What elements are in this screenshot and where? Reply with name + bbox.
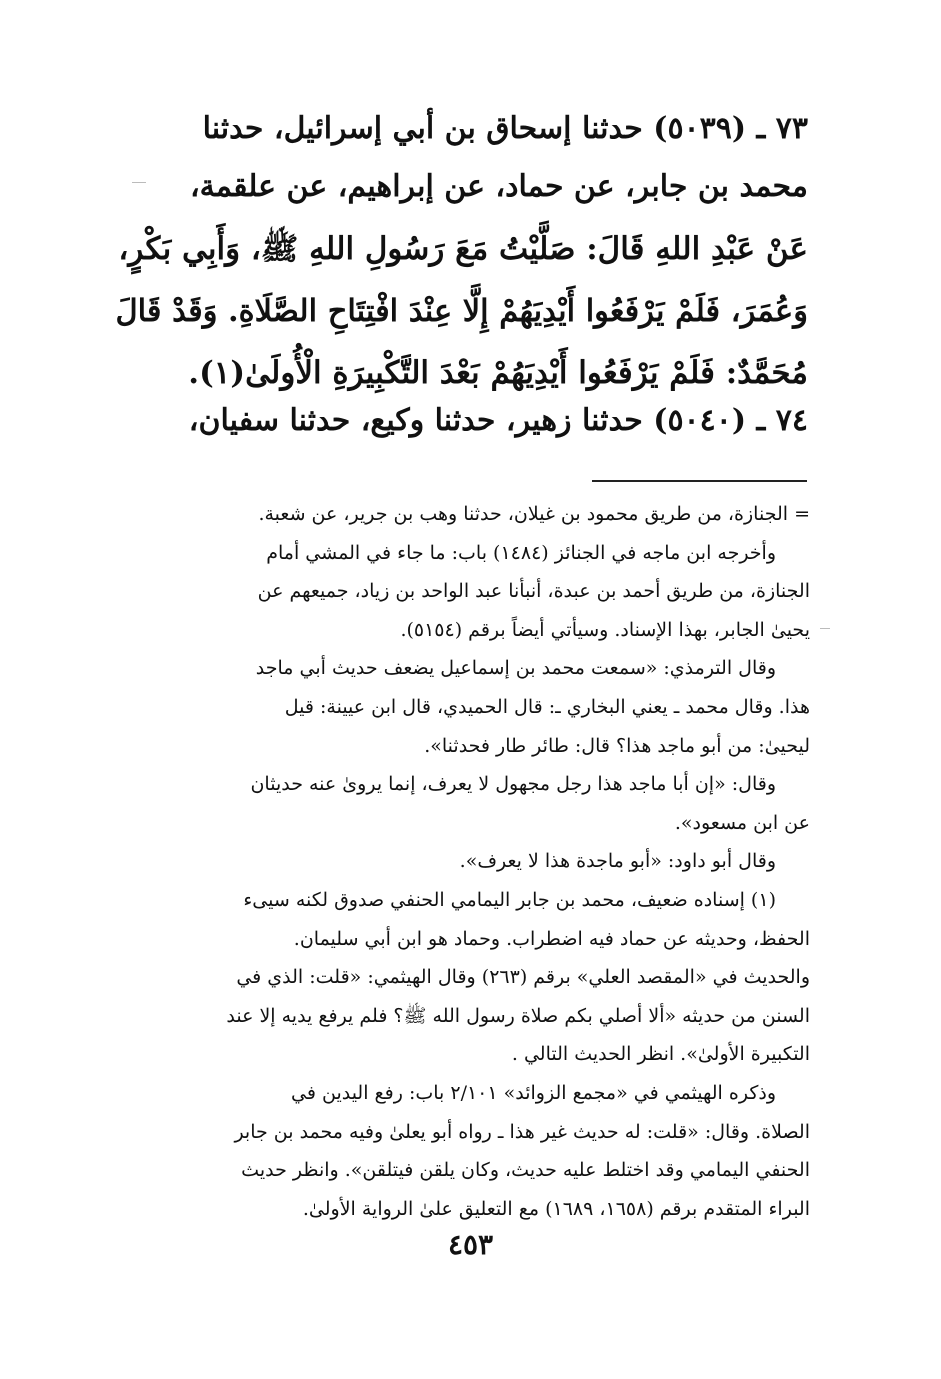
footnote-line: عن ابن مسعود».: [674, 811, 810, 834]
scan-mark: [820, 628, 830, 629]
scan-mark: [132, 182, 146, 183]
footnote-line: الحنفي اليمامي وقد اختلط عليه حديث، وكان يلقن فيتلقن». وانظر حديث: [241, 1159, 810, 1182]
footnote-line: وأخرجه ابن ماجه في الجنائز (١٤٨٤) باب: ما جاء في المشي أمام: [266, 541, 776, 564]
footnote-line: وقال الترمذي: «سمعت محمد بن إسماعيل يضعف حديث أبي ماجد: [255, 657, 776, 680]
text-line: ٧٤ ـ (٥٠٤٠) حدثنا زهير، حدثنا وكيع، حدثنا سفيان،: [188, 403, 808, 438]
footnote-line: البراء المتقدم برقم (١٦٥٨، ١٦٨٩) مع التعليق علىٰ الرواية الأولىٰ.: [302, 1197, 810, 1220]
footnote-line: السنن من حديثه «ألا أصلي بكم صلاة رسول الله ﷺ؟ فلم يرفع يديه إلا عند: [226, 1004, 810, 1027]
footnote-line: الصلاة. وقال: «قلت: له حديث غير هذا ـ رواه أبو يعلىٰ وفيه محمد بن جابر: [234, 1120, 810, 1143]
footnotes: [106, 495, 810, 1228]
text-line: عَنْ عَبْدِ اللهِ قَالَ: صَلَّيْتُ مَعَ رَسُولِ اللهِ ﷺ، وَأَبِي بَكْرٍ،: [118, 231, 808, 267]
footnote-line: الحفظ، وحديثه عن حماد فيه اضطراب. وحماد هو ابن أبي سليمان.: [293, 927, 810, 950]
text-line: ٧٣ ـ (٥٠٣٩) حدثنا إسحاق بن أبي إسرائيل، حدثنا: [202, 111, 808, 146]
footnote-line: = الجنازة، من طريق محمود بن غيلان، حدثنا وهب بن جرير، عن شعبة.: [258, 503, 810, 525]
hadith-73-matn: [108, 218, 808, 404]
hadith-74-isnad: [108, 396, 808, 446]
text-line: مُحَمَّدٌ: فَلَمْ يَرْفَعُوا أَيْدِيَهُمْ بَعْدَ التَّكْبِيرَةِ الْأُولَىٰ(١).: [188, 355, 808, 391]
text-line: محمد بن جابر، عن حماد، عن إبراهيم، عن علقمة،: [189, 169, 808, 204]
text-line: وَعُمَرَ، فَلَمْ يَرْفَعُوا أَيْدِيَهُمْ إِلَّا عِنْدَ افْتِتَاحِ الصَّلَاةِ. وَقَدْ قَالَ: [115, 293, 808, 329]
footnote-line: وذكره الهيثمي في «مجمع الزوائد» ٢/١٠١ باب: رفع اليدين في: [291, 1081, 776, 1104]
page-number: ٤٥٣: [447, 1228, 494, 1261]
footnote-line: يحيىٰ الجابر، بهذا الإسناد. وسيأتي أيضاً برقم (٥١٥٤).: [400, 618, 810, 641]
footnote-line: والحديث في «المقصد العلي» برقم (٢٦٣) وقال الهيثمي: «قلت: الذي في: [236, 966, 810, 989]
footnote-line: الجنازة، من طريق أحمد بن عبدة، أنبأنا عبد الواحد بن زياد، جميعهم عن: [257, 580, 810, 603]
footnote-separator: [592, 480, 807, 482]
footnote-line: (١) إسناده ضعيف، محمد بن جابر اليمامي الحنفي صدوق لكنه سيىء: [243, 888, 776, 911]
hadith-73-isnad: [108, 100, 808, 216]
footnote-line: التكبيرة الأولىٰ». انظر الحديث التالي .: [511, 1043, 810, 1066]
footnote-line: وقال أبو داود: «أبو ماجدة هذا لا يعرف».: [459, 850, 776, 873]
footnote-line: ليحيىٰ: من أبو ماجد هذا؟ قال: طائر طار فحدثنا».: [424, 734, 810, 757]
footnote-line: وقال: «إن أبا ماجد هذا رجل مجهول لا يعرف، إنما يروىٰ عنه حديثان: [250, 773, 776, 796]
footnote-line: هذا. وقال محمد ـ يعني البخاري ـ: قال الحميدي، قال ابن عيينة: قيل: [284, 695, 810, 718]
